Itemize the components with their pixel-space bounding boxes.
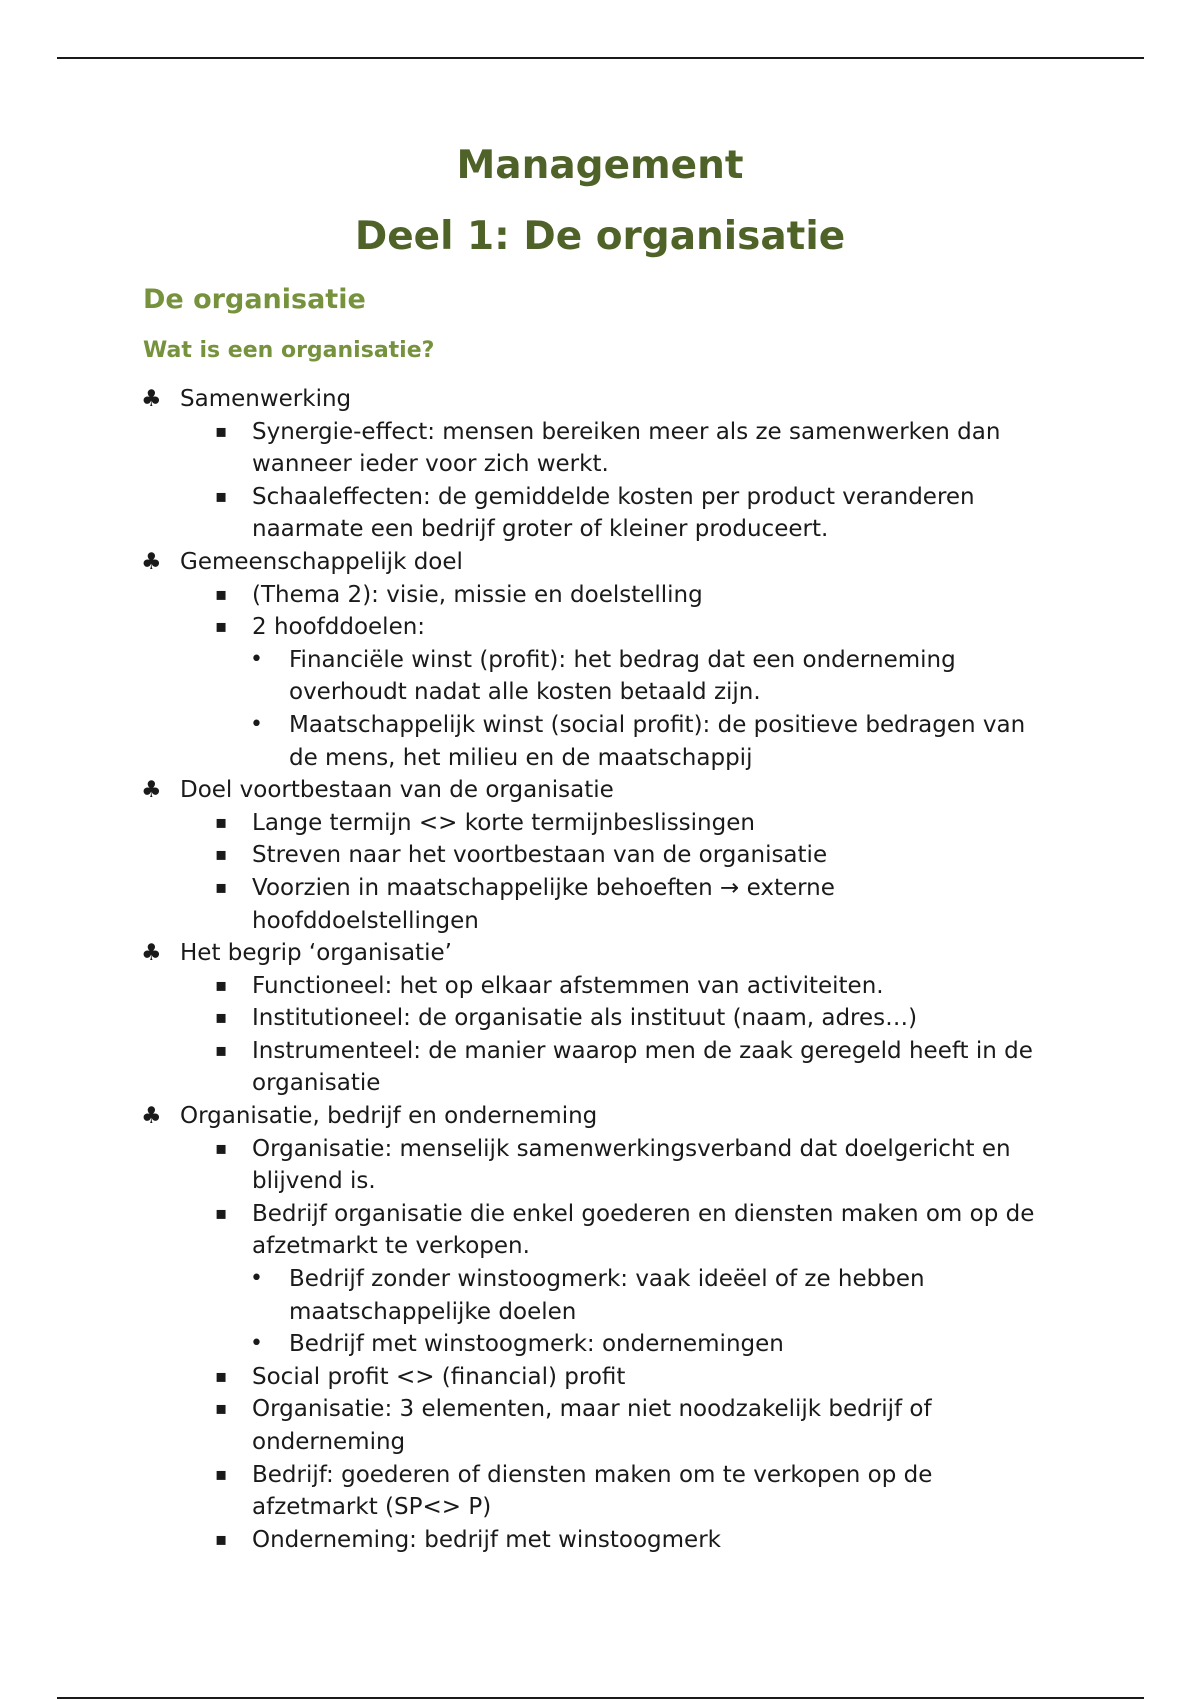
square-bullet-icon: ▪: [215, 1137, 228, 1159]
club-icon: ♣: [141, 548, 162, 575]
item-text: Functioneel: het op elkaar afstemmen van activiteiten.: [252, 972, 884, 999]
item-text: Samenwerking: [180, 386, 352, 412]
round-bullet-icon: •: [250, 1266, 263, 1292]
outline-item: [0, 383, 1200, 416]
outline-subsubitem: [0, 1263, 1034, 1328]
square-bullet-icon: ▪: [215, 1365, 228, 1387]
square-bullet-icon: ▪: [215, 616, 228, 638]
item-text: Institutioneel: de organisatie als instituut (naam, adres…): [252, 1005, 918, 1032]
outline-subitem: [0, 1133, 1052, 1198]
outline-subsubitem: [0, 709, 1034, 774]
square-bullet-icon: ▪: [215, 1528, 228, 1550]
bottom-rule: [57, 1697, 1144, 1699]
outline-subsubitem: [0, 1328, 1034, 1361]
square-bullet-icon: ▪: [215, 1039, 228, 1061]
outline-subitem: [0, 970, 1052, 1003]
outline-subitem: [0, 1198, 1052, 1263]
outline-subitem: [0, 807, 1052, 840]
item-text: Het begrip ‘organisatie’: [180, 940, 452, 967]
item-text: Bedrijf: goederen of diensten maken om te verkopen op de afzetmarkt (SP<> P): [252, 1461, 933, 1521]
item-text: Voorzien in maatschappelijke behoeften → externe hoofddoelstellingen: [252, 874, 835, 934]
item-text: Doel voortbestaan van de organisatie: [180, 777, 614, 804]
club-icon: ♣: [141, 386, 162, 412]
section-heading: De organisatie: [143, 284, 366, 315]
square-bullet-icon: ▪: [215, 974, 228, 996]
item-text: Onderneming: bedrijf met winstoogmerk: [252, 1526, 721, 1553]
item-text: (Thema 2): visie, missie en doelstelling: [252, 581, 703, 608]
outline-subitem: [0, 839, 1052, 872]
item-text: Maatschappelijk winst (social profit): de positieve bedragen van de mens, het milieu en de maatschappij: [289, 711, 1026, 771]
item-text: Financiële winst (profit): het bedrag dat een onderneming overhoudt nadat alle kosten betaald zijn.: [289, 646, 956, 706]
outline-item: [0, 937, 1200, 970]
item-text: Lange termijn <> korte termijnbeslissingen: [252, 809, 755, 836]
outline-subitem: [0, 1002, 1052, 1035]
item-text: Organisatie: menselijk samenwerkingsverband dat doelgericht en blijvend is.: [252, 1135, 1011, 1195]
club-icon: ♣: [141, 1103, 162, 1130]
item-text: Organisatie, bedrijf en onderneming: [180, 1103, 598, 1130]
outline-subitem: [0, 579, 1052, 612]
outline-subitem: [0, 611, 1052, 644]
item-text: Gemeenschappelijk doel: [180, 548, 463, 575]
club-icon: ♣: [141, 777, 162, 804]
round-bullet-icon: •: [250, 646, 263, 672]
item-text: Organisatie: 3 elementen, maar niet noodzakelijk bedrijf of onderneming: [252, 1396, 932, 1455]
bullet-outline: [0, 383, 1200, 1556]
outline-item: [0, 1100, 1200, 1133]
square-bullet-icon: ▪: [215, 876, 228, 898]
outline-subitem: [0, 872, 1052, 937]
item-text: Streven naar het voortbestaan van de organisatie: [252, 842, 828, 869]
item-text: 2 hoofddoelen:: [252, 614, 426, 641]
item-text: Bedrijf met winstoogmerk: ondernemingen: [289, 1331, 784, 1358]
club-icon: ♣: [141, 940, 162, 967]
outline-subitem: [0, 1393, 1052, 1458]
subsection-heading: Wat is een organisatie?: [143, 338, 435, 363]
outline-subitem: [0, 1459, 1052, 1524]
item-text: Synergie-effect: mensen bereiken meer als ze samenwerken dan wanneer ieder voor zich werkt.: [252, 418, 1001, 478]
round-bullet-icon: •: [250, 711, 263, 737]
item-text: Instrumenteel: de manier waarop men de zaak geregeld heeft in de organisatie: [252, 1037, 1033, 1097]
document-title: Management: [456, 143, 744, 188]
top-rule: [57, 57, 1144, 59]
square-bullet-icon: ▪: [215, 485, 228, 507]
square-bullet-icon: ▪: [215, 844, 228, 866]
square-bullet-icon: ▪: [215, 1007, 228, 1029]
square-bullet-icon: ▪: [215, 1202, 228, 1224]
square-bullet-icon: ▪: [215, 1463, 228, 1485]
outline-subitem: [0, 1524, 1052, 1557]
item-text: Social profit <> (financial) profit: [252, 1363, 626, 1390]
square-bullet-icon: ▪: [215, 420, 228, 442]
item-text: Bedrijf zonder winstoogmerk: vaak ideëel of ze hebben maatschappelijke doelen: [289, 1266, 925, 1325]
document-subtitle: Deel 1: De organisatie: [354, 214, 846, 259]
outline-subitem: [0, 481, 1052, 546]
outline-subitem: [0, 1361, 1052, 1394]
outline-subitem: [0, 416, 1052, 481]
square-bullet-icon: ▪: [215, 583, 228, 605]
round-bullet-icon: •: [250, 1331, 263, 1357]
item-text: Bedrijf organisatie die enkel goederen en diensten maken om op de afzetmarkt te verkopen.: [252, 1200, 1035, 1260]
outline-item: [0, 546, 1200, 579]
square-bullet-icon: ▪: [215, 811, 228, 833]
outline-subitem: [0, 1035, 1052, 1100]
square-bullet-icon: ▪: [215, 1398, 228, 1420]
outline-subsubitem: [0, 644, 1034, 709]
outline-item: [0, 774, 1200, 807]
item-text: Schaaleffecten: de gemiddelde kosten per product veranderen naarmate een bedrijf groter of kleiner produceert.: [252, 483, 975, 543]
